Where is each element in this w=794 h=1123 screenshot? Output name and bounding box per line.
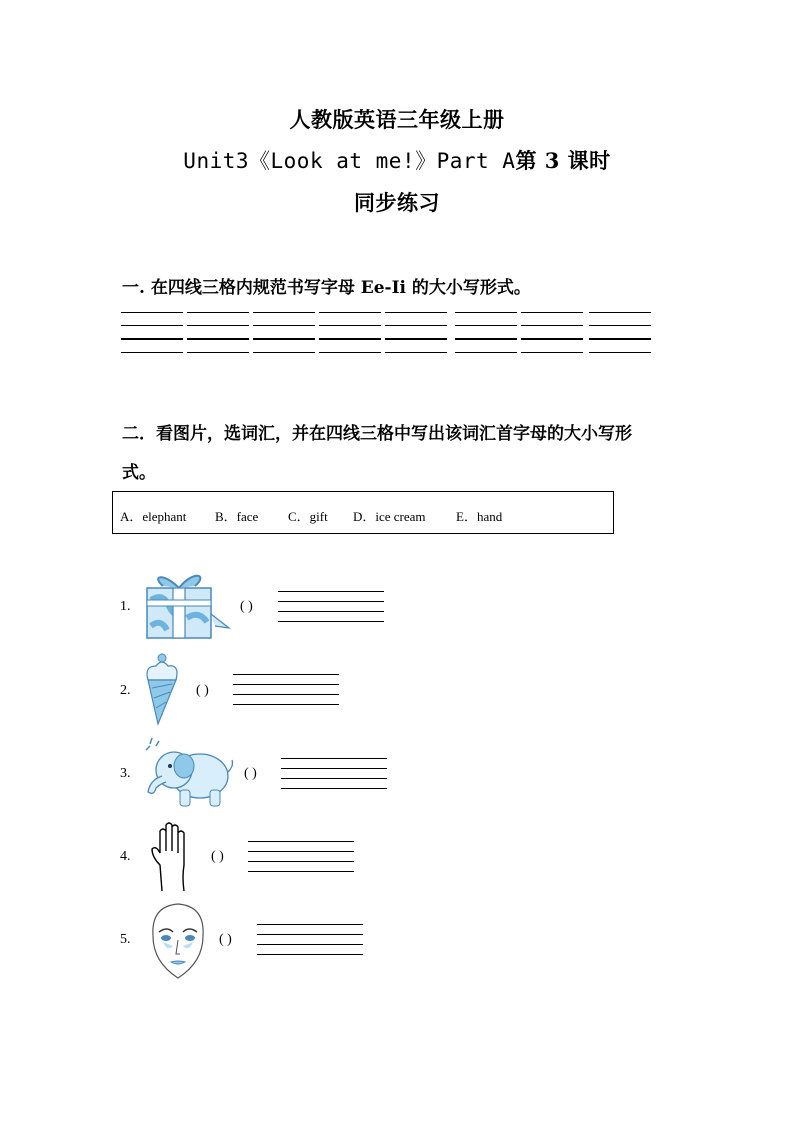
unit-label: Unit3《Look at me!》Part A [183,149,516,173]
item-number: 4. [120,849,131,864]
item-number: 2. [120,683,131,698]
writing-cell[interactable] [455,312,517,354]
page-subtitle [0,145,794,175]
writing-cell[interactable] [385,312,447,354]
four-line-grid-4[interactable] [248,841,354,873]
writing-cell[interactable] [319,312,381,354]
four-line-grid-5[interactable] [257,924,363,956]
gift-box-icon [143,570,231,640]
option-e: E．hand [456,509,503,524]
writing-cell[interactable] [589,312,651,354]
elephant-icon [140,736,236,810]
section1-instruction: 一. 在四线三格内规范书写字母 Ee-Ii 的大小写形式。 [122,278,531,298]
word-options-box [112,491,614,534]
answer-blank[interactable]: ( ) [196,683,209,698]
ice-cream-icon [140,652,184,726]
face-icon [143,900,213,980]
answer-blank[interactable]: ( ) [244,766,257,781]
answer-blank[interactable]: ( ) [240,599,253,614]
four-line-grid-3[interactable] [281,758,387,790]
writing-cell[interactable] [253,312,315,354]
page-heading: 同步练习 [354,190,440,215]
section2-instruction-cont: 式。 [122,463,156,483]
option-c: C．gift [288,509,328,524]
page-title: 人教版英语三年级上册 [289,107,505,132]
four-line-grid-1[interactable] [278,591,384,623]
item-number: 3. [120,766,131,781]
section2-instruction: 二．看图片，选词汇，并在四线三格中写出该词汇首字母的大小写形 [122,424,632,444]
option-a: A．elephant [120,509,187,524]
answer-blank[interactable]: ( ) [211,849,224,864]
writing-cell[interactable] [521,312,583,354]
option-b: B．face [215,509,259,524]
option-d: D．ice cream [353,509,426,524]
item-number: 1. [120,599,131,614]
writing-cell[interactable] [121,312,183,354]
lesson-label: 第 3 课时 [515,148,611,173]
four-line-grid-2[interactable] [233,674,339,706]
item-number: 5. [120,932,131,947]
answer-blank[interactable]: ( ) [219,932,232,947]
writing-cell[interactable] [187,312,249,354]
hand-icon [148,821,196,893]
